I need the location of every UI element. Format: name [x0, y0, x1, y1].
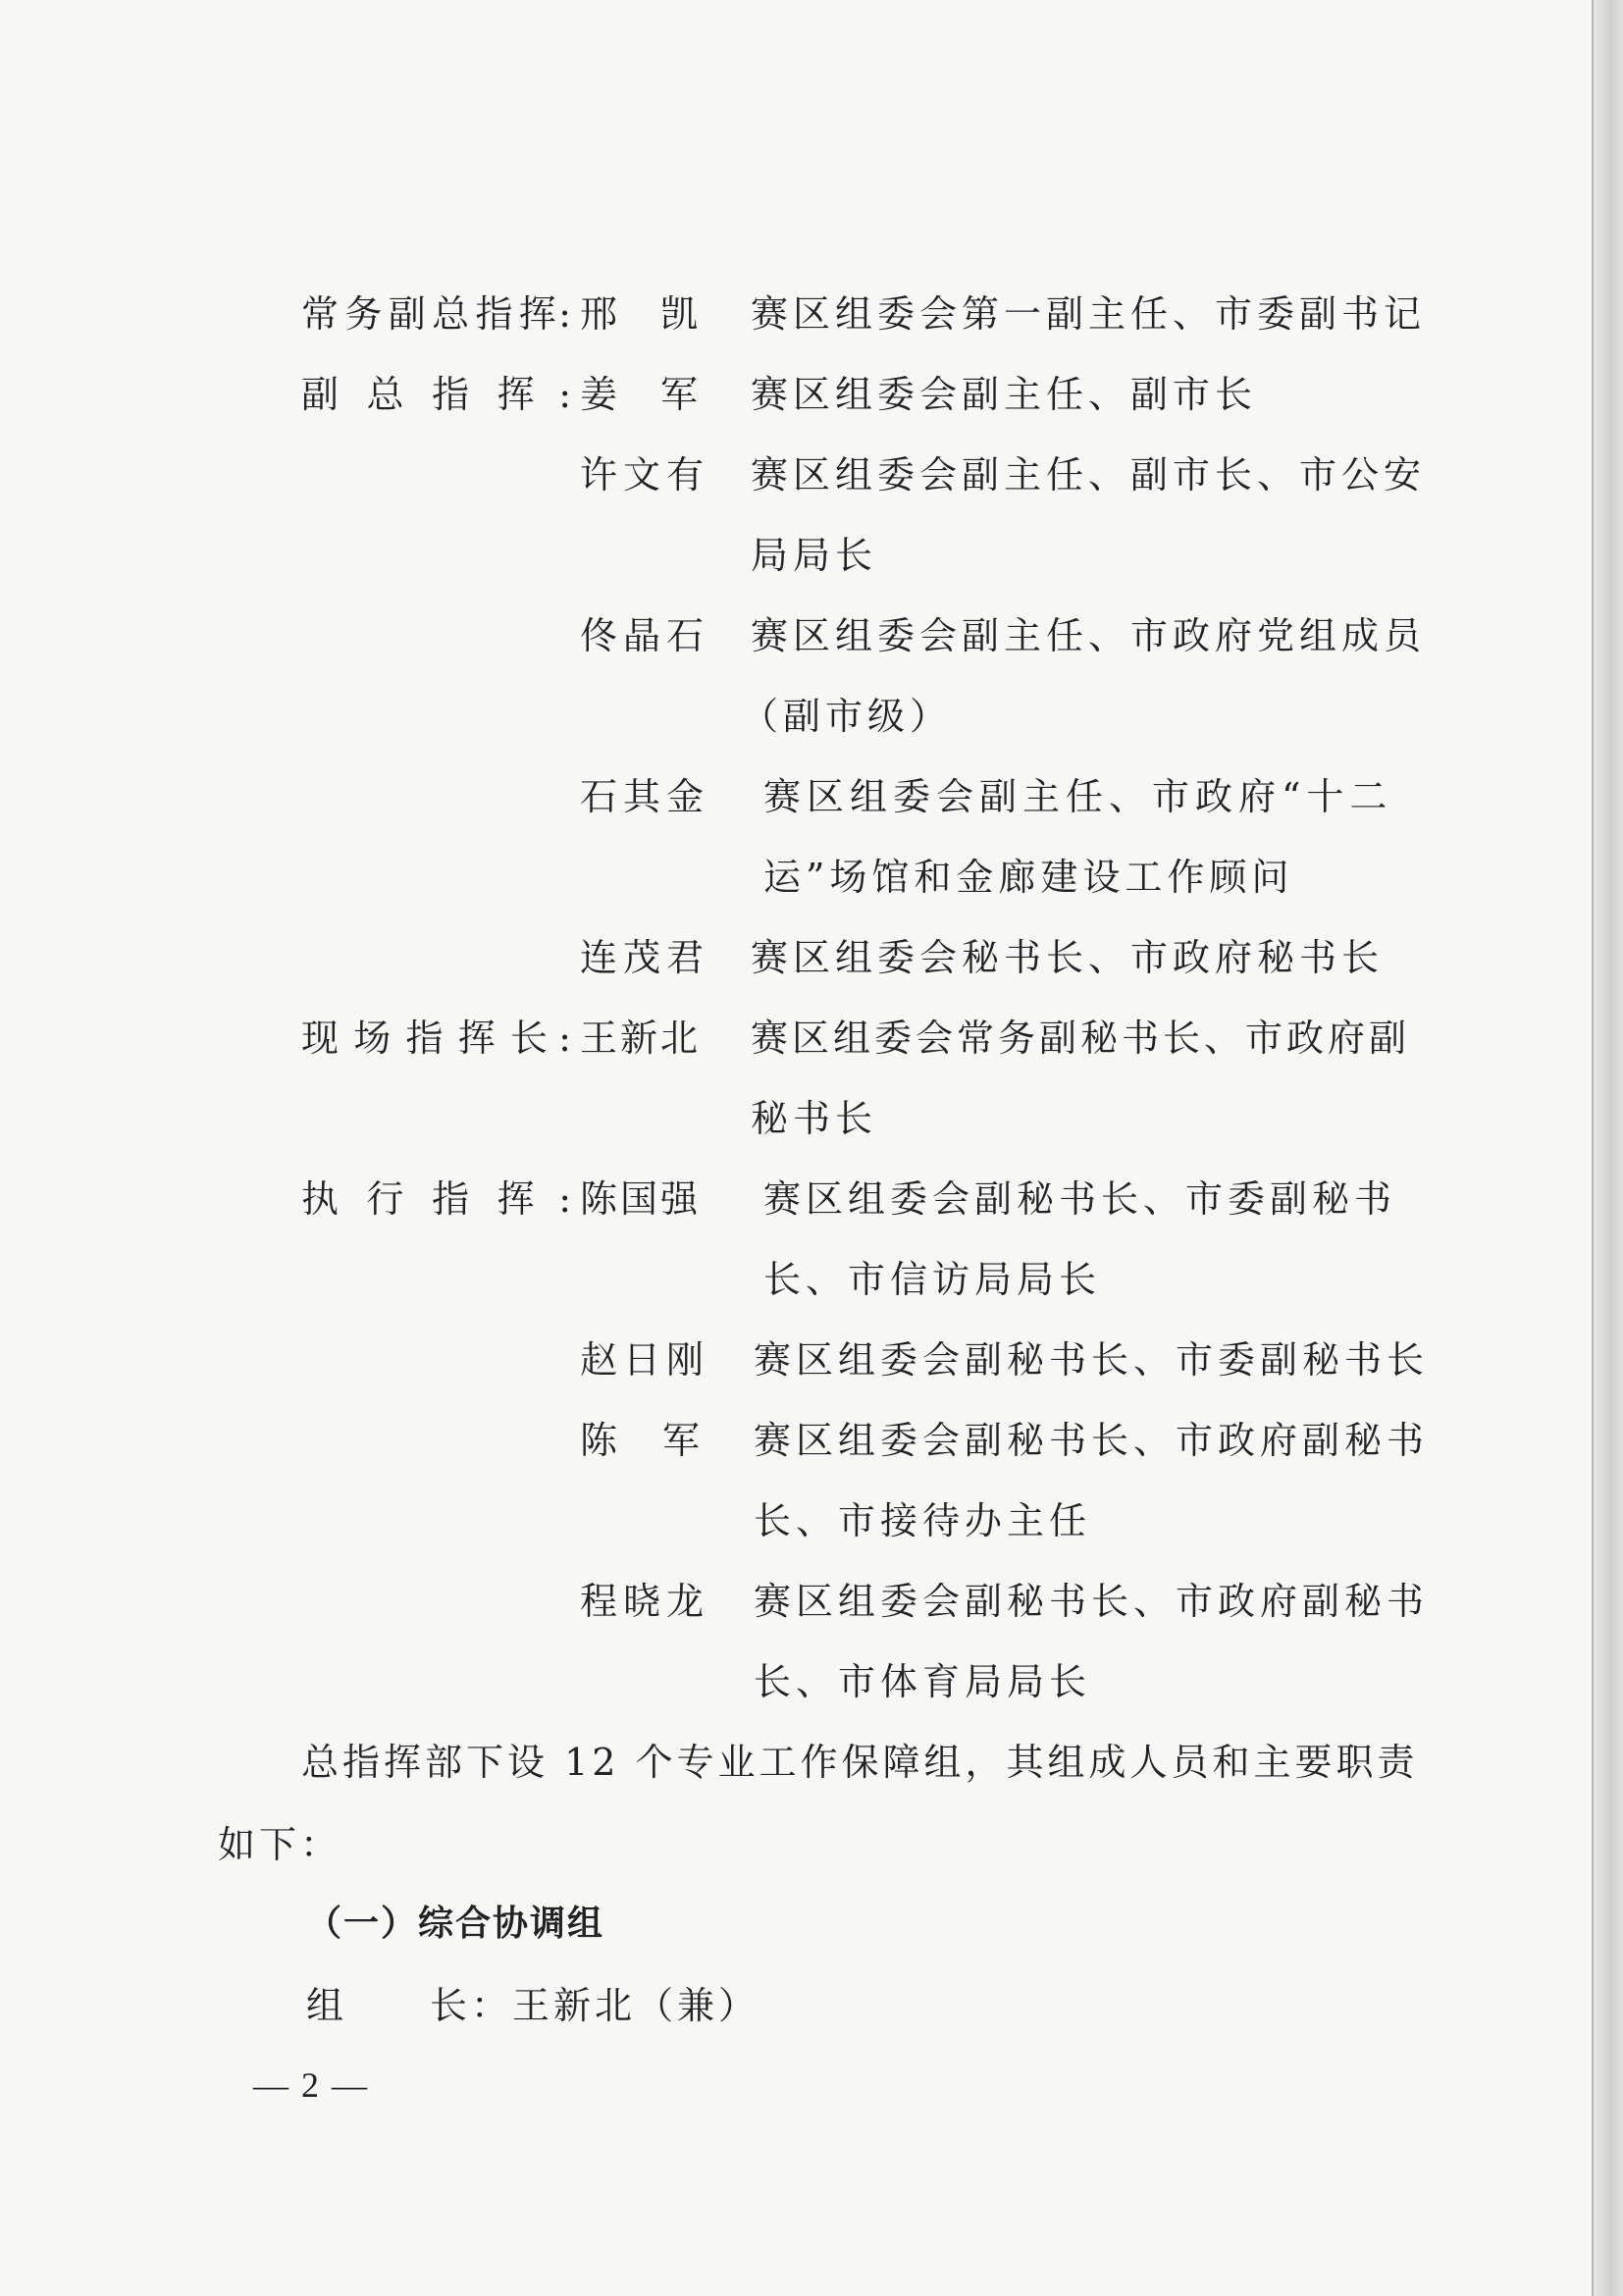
group-leader-value: 王新北（兼） [512, 1984, 760, 2027]
roster-desc-9-line-1: 长、市接待办主任 [754, 1499, 1092, 1542]
paragraph-line-2: 如下： [218, 1823, 342, 1866]
roster-role-1: 副 总 指 挥 : [301, 373, 574, 416]
roster-name-10: 程晓龙 [580, 1580, 710, 1623]
roster-desc-0-line-0: 赛区组委会第一副主任、市委副书记 [751, 292, 1427, 336]
group-leader-row [306, 1981, 759, 2030]
paragraph-line-1: 总指挥部下设 12 个专业工作保障组，其组成人员和主要职责 [301, 1741, 1419, 1784]
roster-name-2: 许文有 [580, 453, 710, 496]
roster-desc-6-line-1: 秘书长 [751, 1097, 878, 1140]
roster-name-0: 邢 凯 [580, 292, 702, 336]
scan-edge-line [1592, 0, 1594, 2296]
section-heading: （一）综合协调组 [306, 1904, 605, 1944]
roster-name-5: 连茂君 [580, 936, 710, 979]
roster-desc-3-line-0: 赛区组委会副主任、市政府党组成员 [751, 614, 1427, 657]
roster-name-6: 王新北 [580, 1017, 702, 1060]
roster-desc-10-line-0: 赛区组委会副秘书长、市政府副秘书 [754, 1580, 1430, 1623]
roster-desc-2-line-0: 赛区组委会副主任、副市长、市公安 [751, 453, 1427, 496]
group-leader-label: 组 长： [306, 1984, 513, 2027]
roster-desc-7-line-1: 长、市信访局局长 [763, 1258, 1102, 1301]
roster-desc-4-line-1: 运”场馆和金廊建设工作顾问 [763, 856, 1294, 899]
roster-desc-10-line-1: 长、市体育局局长 [754, 1660, 1092, 1703]
page-number: — 2 — [253, 2065, 369, 2105]
roster-desc-9-line-0: 赛区组委会副秘书长、市政府副秘书 [754, 1419, 1430, 1462]
roster-role-7: 执 行 指 挥 : [301, 1177, 574, 1221]
roster-desc-7-line-0: 赛区组委会副秘书长、市委副秘书 [763, 1177, 1397, 1221]
roster-desc-2-line-1: 局局长 [751, 534, 878, 577]
roster-desc-8-line-0: 赛区组委会副秘书长、市委副秘书长 [754, 1338, 1430, 1382]
roster-desc-5-line-0: 赛区组委会秘书长、市政府秘书长 [751, 936, 1385, 979]
scan-edge [1592, 0, 1623, 2296]
roster-name-4: 石其金 [580, 775, 710, 818]
roster-name-3: 佟晶石 [580, 614, 710, 657]
roster-desc-3-line-1: （副市级） [741, 695, 953, 738]
roster-name-7: 陈国强 [580, 1177, 702, 1221]
roster-desc-6-line-0: 赛区组委会常务副秘书长、市政府副 [751, 1017, 1411, 1060]
roster-role-0: 常 务 副 总 指 挥 : [301, 289, 574, 339]
role-char: 常 [301, 292, 342, 336]
roster-desc-1-line-0: 赛区组委会副主任、副市长 [751, 373, 1258, 416]
roster-name-9: 陈 军 [580, 1419, 705, 1462]
roster-role-6: 现 场 指 挥 长 : [301, 1017, 574, 1060]
roster-name-8: 赵日刚 [580, 1338, 710, 1382]
roster-desc-4-line-0: 赛区组委会副主任、市政府“十二 [763, 775, 1393, 818]
roster-name-1: 姜 军 [580, 373, 702, 416]
